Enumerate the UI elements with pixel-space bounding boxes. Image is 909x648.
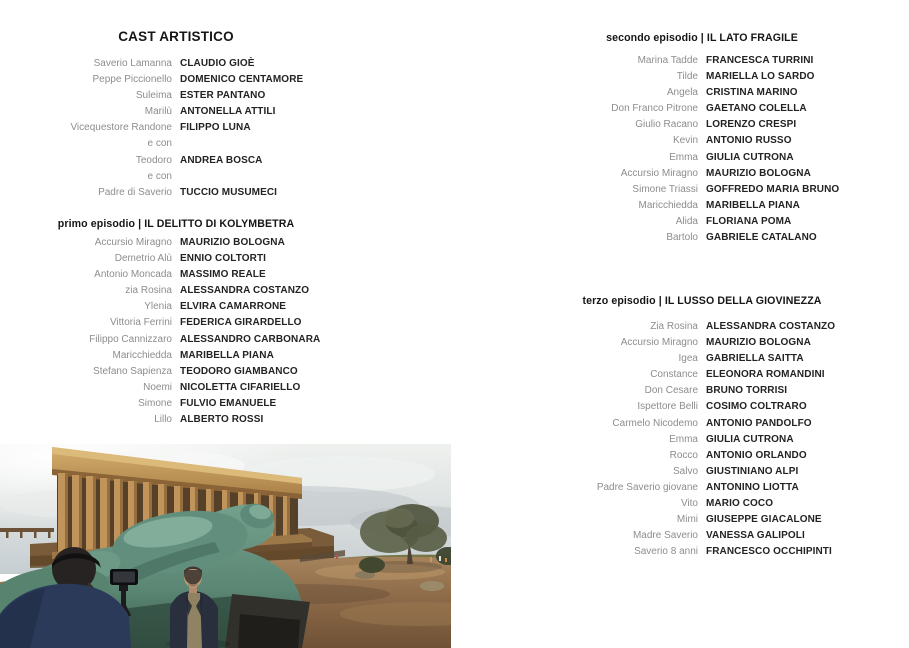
cast-row <box>0 299 352 315</box>
character-name: Noemi <box>143 381 172 393</box>
character-name: zia Rosina <box>125 285 172 297</box>
character-name: Stefano Sapienza <box>93 365 172 377</box>
actor-name: FULVIO EMANUELE <box>180 397 277 409</box>
cast-row <box>0 136 352 152</box>
actor-name: ELVIRA CAMARRONE <box>180 301 287 313</box>
character-name: Alida <box>675 215 698 227</box>
episode-1-cast-list <box>0 235 352 428</box>
character-name: Teodoro <box>135 154 172 166</box>
actor-name: ENNIO COLTORTI <box>180 253 267 265</box>
actor-name: CRISTINA MARINO <box>706 87 798 99</box>
cast-row <box>527 230 877 246</box>
cast-row <box>527 117 877 133</box>
episode-2-cast-list <box>527 53 877 246</box>
cast-row <box>0 348 352 364</box>
cast-row <box>527 101 877 117</box>
character-name: Bartolo <box>666 232 698 244</box>
actor-name: COSIMO COLTRARO <box>706 401 807 413</box>
character-name: Accursio Miragno <box>620 337 698 349</box>
actor-name: MARIBELLA PIANA <box>180 349 274 361</box>
character-name: Simone Triassi <box>632 183 698 195</box>
actor-name: ESTER PANTANO <box>180 90 266 102</box>
cast-row <box>527 69 877 85</box>
section-header-episode-1: primo episodio | IL DELITTO DI KOLYMBETRA <box>57 218 295 230</box>
section-header-episode-3: terzo episodio | IL LUSSO DELLA GIOVINEZZA <box>582 295 822 307</box>
cast-row <box>0 120 352 136</box>
cast-row <box>0 169 352 185</box>
actor-name: FRANCESCA TURRINI <box>706 55 814 66</box>
cast-row <box>527 133 877 149</box>
character-name: Simone <box>138 397 172 409</box>
actor-name: ANTONIO PANDOLFO <box>706 417 812 429</box>
character-name: Filippo Cannizzaro <box>89 333 172 345</box>
character-name: Maricchiedda <box>638 199 698 211</box>
character-name: Don Cesare <box>644 385 698 397</box>
character-name: Ylenia <box>144 301 172 313</box>
cast-row <box>527 448 877 464</box>
actor-name: FRANCESCO OCCHIPINTI <box>706 546 832 558</box>
actor-name: GABRIELE CATALANO <box>706 232 817 244</box>
cast-row <box>0 88 352 104</box>
character-name: Saverio Lamanna <box>93 58 172 69</box>
character-name: Antonio Moncada <box>94 269 172 281</box>
actor-name: MAURIZIO BOLOGNA <box>706 167 811 179</box>
character-name: Emma <box>669 433 698 445</box>
character-name: Tilde <box>676 71 698 83</box>
cast-row <box>527 335 877 351</box>
cast-row <box>527 399 877 415</box>
cast-row <box>527 166 877 182</box>
cast-row <box>527 319 877 335</box>
cast-row <box>0 315 352 331</box>
actor-name: GAETANO COLELLA <box>706 103 807 115</box>
cast-row <box>527 528 877 544</box>
cast-row <box>0 396 352 412</box>
actor-name: BRUNO TORRISI <box>706 385 788 397</box>
character-name: Suleima <box>135 90 172 102</box>
actor-name: MARIBELLA PIANA <box>706 199 800 211</box>
actor-name: ANDREA BOSCA <box>180 154 263 166</box>
character-name: Rocco <box>669 449 698 461</box>
cast-row <box>0 104 352 120</box>
character-name: Salvo <box>672 465 698 477</box>
cast-row <box>527 544 877 560</box>
cast-row <box>0 380 352 396</box>
cast-row <box>527 150 877 166</box>
character-name: Vito <box>680 498 698 510</box>
actor-name: LORENZO CRESPI <box>706 119 797 131</box>
actor-name: CLAUDIO GIOÈ <box>180 58 255 69</box>
actor-name: TUCCIO MUSUMECI <box>180 186 278 198</box>
cast-row <box>527 416 877 432</box>
actor-name: MARIO COCO <box>706 498 774 510</box>
cast-row <box>527 432 877 448</box>
actor-name: VANESSA GALIPOLI <box>706 530 805 542</box>
cast-row <box>0 267 352 283</box>
character-name: Accursio Miragno <box>620 167 698 179</box>
actor-name: GOFFREDO MARIA BRUNO <box>706 183 840 195</box>
cast-row <box>0 235 352 251</box>
cast-row <box>527 182 877 198</box>
cast-row <box>0 364 352 380</box>
episode-3-cast-list <box>527 319 877 560</box>
actor-name: ANTONIO ORLANDO <box>706 449 807 461</box>
actor-name: ALESSANDRA COSTANZO <box>706 321 836 332</box>
character-name: Ispettore Belli <box>637 401 698 413</box>
cast-row <box>527 198 877 214</box>
actor-name: MAURIZIO BOLOGNA <box>180 237 285 248</box>
cast-row <box>527 351 877 367</box>
actor-name: GIUSTINIANO ALPI <box>706 465 799 477</box>
actor-name: ANTONINO LIOTTA <box>706 481 799 493</box>
cast-row <box>527 85 877 101</box>
character-name: Padre di Saverio <box>98 186 172 198</box>
character-name: Padre Saverio giovane <box>596 481 698 493</box>
character-name: Saverio 8 anni <box>634 546 698 558</box>
character-name: Zia Rosina <box>650 321 698 332</box>
actor-name: GIUSEPPE GIACALONE <box>706 514 822 526</box>
actor-name: FILIPPO LUNA <box>180 122 251 134</box>
character-name: Emma <box>669 151 698 163</box>
actor-name: ALBERTO ROSSI <box>180 414 264 426</box>
cast-row <box>527 367 877 383</box>
main-cast-list <box>0 56 352 201</box>
character-name: Vittoria Ferrini <box>109 317 172 329</box>
set-photo-illustration <box>0 444 451 648</box>
actor-name: ANTONELLA ATTILI <box>180 106 276 118</box>
actor-name: GABRIELLA SAITTA <box>706 353 804 365</box>
cast-row <box>527 480 877 496</box>
character-name: Don Franco Pitrone <box>611 103 698 115</box>
actor-name: ALESSANDRA COSTANZO <box>180 285 310 297</box>
page-title: CAST ARTISTICO <box>118 29 234 44</box>
cast-row <box>0 56 352 72</box>
character-name: Accursio Miragno <box>94 237 172 248</box>
cast-column-right <box>527 0 877 648</box>
cast-row <box>0 153 352 169</box>
character-name: Carmelo Nicodemo <box>612 417 698 429</box>
cast-row <box>527 53 877 69</box>
actor-name: FLORIANA POMA <box>706 215 792 227</box>
cast-row <box>527 496 877 512</box>
character-name: Marilù <box>144 106 172 118</box>
character-name: Peppe Piccionello <box>92 74 172 86</box>
character-name: Kevin <box>672 135 698 147</box>
actor-name: GIULIA CUTRONA <box>706 151 794 163</box>
actor-name: FEDERICA GIRARDELLO <box>180 317 302 329</box>
actor-name: ALESSANDRO CARBONARA <box>180 333 321 345</box>
character-name: Vicequestore Randone <box>70 122 172 134</box>
cast-row <box>527 512 877 528</box>
character-name: Marina Tadde <box>637 55 698 66</box>
character-name: Igea <box>678 353 698 365</box>
actor-name: TEODORO GIAMBANCO <box>180 365 298 377</box>
character-name: Lillo <box>154 414 172 426</box>
cast-row <box>0 283 352 299</box>
character-name: Angela <box>666 87 698 99</box>
cast-row <box>0 332 352 348</box>
character-name: Constance <box>650 369 698 381</box>
character-name: Madre Saverio <box>632 530 698 542</box>
cast-row <box>0 185 352 201</box>
actor-name: DOMENICO CENTAMORE <box>180 74 304 86</box>
actor-name: MARIELLA LO SARDO <box>706 71 815 83</box>
cast-row <box>527 464 877 480</box>
cast-row <box>527 383 877 399</box>
character-name: Mimi <box>676 514 698 526</box>
character-name: Giulio Racano <box>635 119 698 131</box>
cast-row <box>0 412 352 428</box>
cast-row <box>0 251 352 267</box>
cast-row <box>0 72 352 88</box>
character-name: Demetrio Alù <box>114 253 172 265</box>
section-header-episode-2: secondo episodio | IL LATO FRAGILE <box>606 32 798 44</box>
actor-name: GIULIA CUTRONA <box>706 433 794 445</box>
character-name: e con <box>147 138 172 150</box>
actor-name: MASSIMO REALE <box>180 269 266 281</box>
character-name: e con <box>147 170 172 182</box>
actor-name: ANTONIO RUSSO <box>706 135 792 147</box>
actor-name: ELEONORA ROMANDINI <box>706 369 825 381</box>
actor-name: MAURIZIO BOLOGNA <box>706 337 811 349</box>
actor-name: NICOLETTA CIFARIELLO <box>180 381 301 393</box>
set-photo <box>0 444 451 648</box>
character-name: Maricchiedda <box>112 349 172 361</box>
cast-row <box>527 214 877 230</box>
